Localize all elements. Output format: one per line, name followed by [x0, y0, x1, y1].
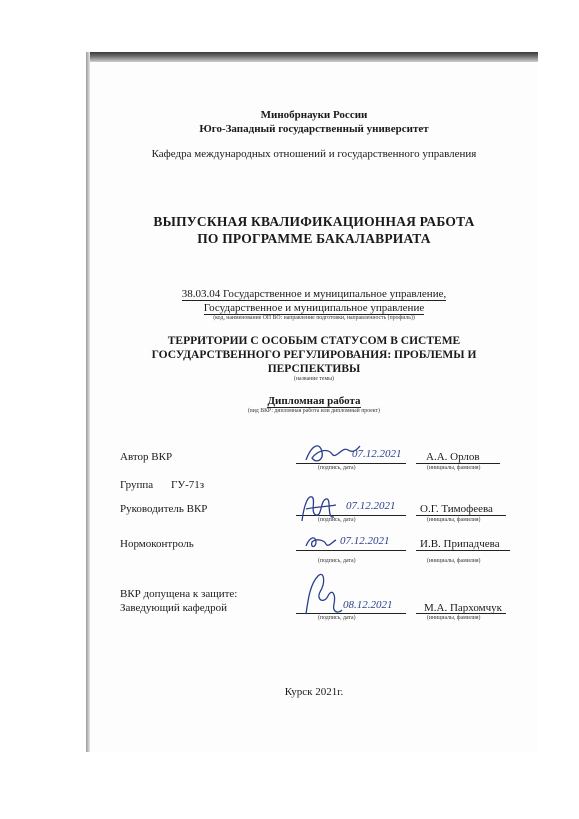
work-type-line-2: ПО ПРОГРАММЕ БАКАЛАВРИАТА: [197, 231, 431, 246]
department-head-name: М.А. Пархомчук: [424, 602, 503, 614]
program-line-1-text: 38.03.04 Государственное и муниципальное управление,: [181, 288, 447, 300]
diploma-label-text: Дипломная работа: [267, 395, 361, 407]
department-head-name-line: [416, 613, 506, 614]
program-line-2-text: Государственное и муниципальное управление: [203, 302, 425, 314]
normcontrol-name-line: [416, 550, 510, 551]
normcontrol-name: И.В. Припадчева: [420, 538, 500, 550]
supervisor-label: Руководитель ВКР: [120, 503, 208, 515]
program-line-1: [90, 288, 538, 300]
topic-caption: (название темы): [294, 376, 334, 382]
work-type-line-1: ВЫПУСКНАЯ КВАЛИФИКАЦИОННАЯ РАБОТА: [153, 214, 475, 229]
normcontrol-signature-date: 07.12.2021: [340, 535, 390, 547]
diploma-caption: (вид ВКР: дипломная работа или дипломный проект): [248, 408, 380, 414]
program-caption: (код, наименование ОП ВО: направление подготовки, направленность (профиль)): [213, 315, 415, 321]
supervisor-name-line: [416, 515, 506, 516]
normcontrol-signature: [302, 532, 338, 552]
university: Юго-Западный государственный университет: [199, 123, 429, 135]
group-value: ГУ-71з: [171, 479, 205, 491]
author-signature-caption: (подпись, дата): [318, 465, 356, 471]
department: Кафедра международных отношений и государственного управления: [151, 148, 477, 160]
title-page: [90, 62, 538, 752]
supervisor-name: О.Г. Тимофеева: [420, 503, 493, 515]
supervisor-name-caption: (инициалы, фамилия): [427, 517, 481, 523]
program-line-2: [90, 302, 538, 314]
topic-line-3: ПЕРСПЕКТИВЫ: [267, 363, 361, 375]
department-head-name-caption: (инициалы, фамилия): [427, 615, 481, 621]
admission-signature-caption: (подпись, дата): [318, 615, 356, 621]
admission-signature: [298, 570, 346, 618]
supervisor-signature-date: 07.12.2021: [346, 500, 396, 512]
author-name-caption: (инициалы, фамилия): [427, 465, 481, 471]
author-label: Автор ВКР: [120, 451, 173, 463]
normcontrol-name-caption: (инициалы, фамилия): [427, 558, 481, 564]
department-head-label: Заведующий кафедрой: [120, 602, 227, 614]
admission-label: ВКР допущена к защите:: [120, 588, 238, 600]
admission-signature-date: 08.12.2021: [343, 599, 393, 611]
author-name: А.А. Орлов: [426, 451, 480, 463]
topic-line-1: ТЕРРИТОРИИ С ОСОБЫМ СТАТУСОМ В СИСТЕМЕ: [167, 335, 461, 347]
scan-edge-top: [86, 52, 538, 62]
topic-line-2: ГОСУДАРСТВЕННОГО РЕГУЛИРОВАНИЯ: ПРОБЛЕМЫ И: [151, 349, 477, 361]
normcontrol-signature-caption: (подпись, дата): [318, 558, 356, 564]
author-name-line: [416, 463, 500, 464]
group-label: Группа: [120, 479, 154, 491]
supervisor-signature-caption: (подпись, дата): [318, 517, 356, 523]
normcontrol-label: Нормоконтроль: [120, 538, 194, 550]
city-year: Курск 2021г.: [284, 686, 344, 698]
author-signature-date: 07.12.2021: [352, 448, 402, 460]
diploma-label: [90, 395, 538, 407]
ministry: Минобрнауки России: [260, 109, 368, 121]
